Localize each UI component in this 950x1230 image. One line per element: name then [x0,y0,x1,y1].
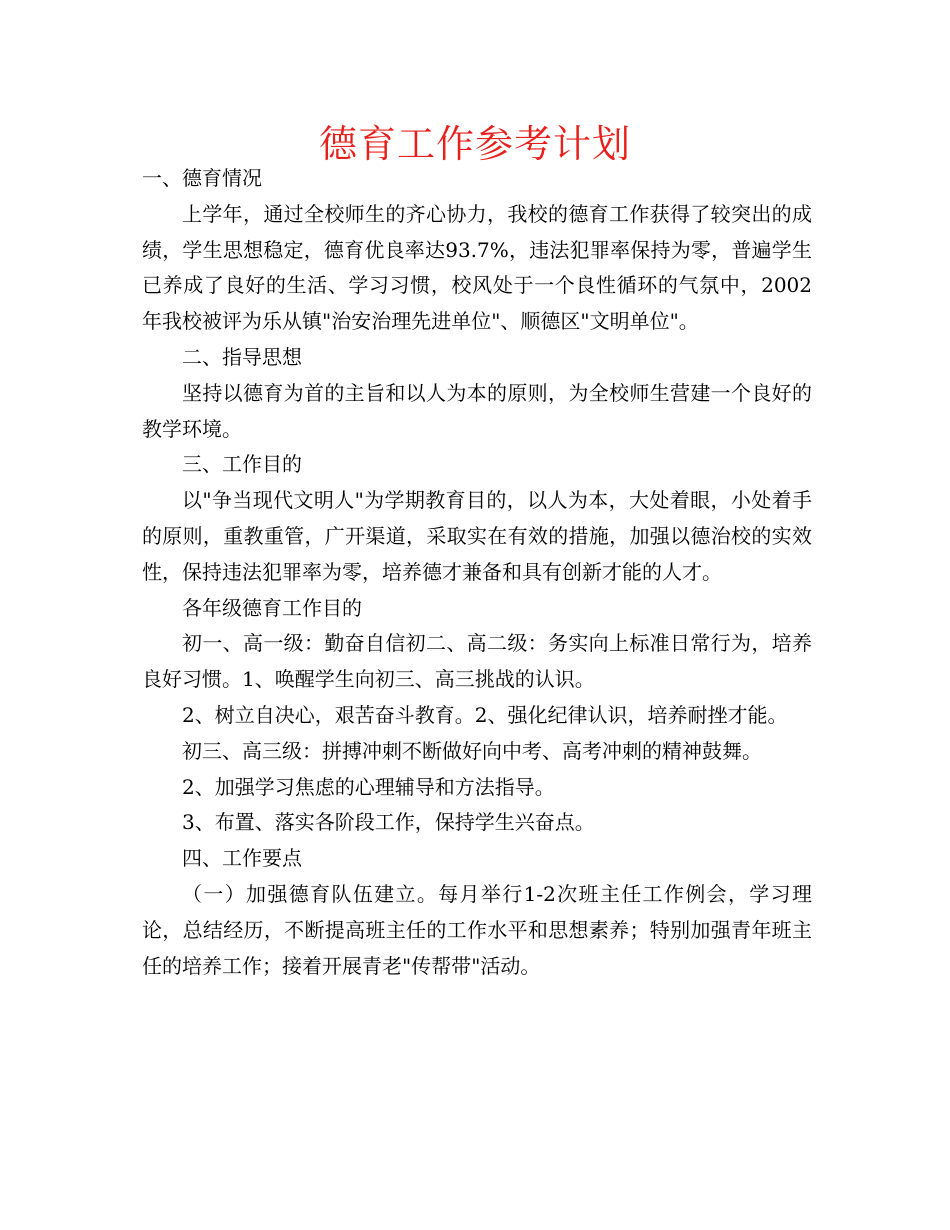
paragraph-determination: 2、树立自决心，艰苦奋斗教育。2、强化纪律认识，培养耐挫才能。 [182,702,788,727]
section-heading-goals: 三、工作目的 [182,452,302,477]
subheading-grade-goals: 各年级德育工作目的 [182,595,362,620]
paragraph-goals: 以"争当现代文明人"为学期教育目的，以人为本，大处着眼，小处着手的原则，重教重管，广开渠道，采取实在有效的措施，加强以德治校的实效性，保持违法犯罪率为零，培养德才兼备和具有创新才能的人才。 [142,488,812,584]
paragraph-grade-three: 初三、高三级：拼搏冲刺不断做好向中考、高考冲刺的精神鼓舞。 [182,738,762,763]
section-heading-situation: 一、德育情况 [142,166,262,190]
paragraph-situation: 上学年，通过全校师生的齐心协力，我校的德育工作获得了较突出的成绩，学生思想稳定，德育优良率达93.7%，违法犯罪率保持为零，普遍学生已养成了良好的生活、学习习惯，校风处于一个良性循环的气氛中，2002年我校被评为乐从镇"治安治理先进单位"、顺德区"文明单位"。 [142,201,812,334]
document-body [142,161,812,984]
paragraph-stage-work: 3、布置、落实各阶段工作，保持学生兴奋点。 [182,810,595,835]
section-heading-guiding-thought: 二、指导思想 [182,344,302,369]
paragraph-grade-one-two: 初一、高一级：勤奋自信初二、高二级：务实向上标准日常行为，培养良好习惯。1、唤醒学生向初三、高三挑战的认识。 [142,631,812,692]
section-heading-key-points: 四、工作要点 [182,846,302,871]
paragraph-guiding-thought: 坚持以德育为首的主旨和以人为本的原则，为全校师生营建一个良好的教学环境。 [142,380,812,441]
paragraph-team-building: （一）加强德育队伍建立。每月举行1-2次班主任工作例会，学习理论，总结经历，不断提高班主任的工作水平和思想素养；特别加强青年班主任的培养工作；接着开展青老"传帮带"活动。 [142,881,812,978]
document-title: 德育工作参考计划 [318,122,631,166]
paragraph-anxiety-guidance: 2、加强学习焦虑的心理辅导和方法指导。 [182,774,555,799]
